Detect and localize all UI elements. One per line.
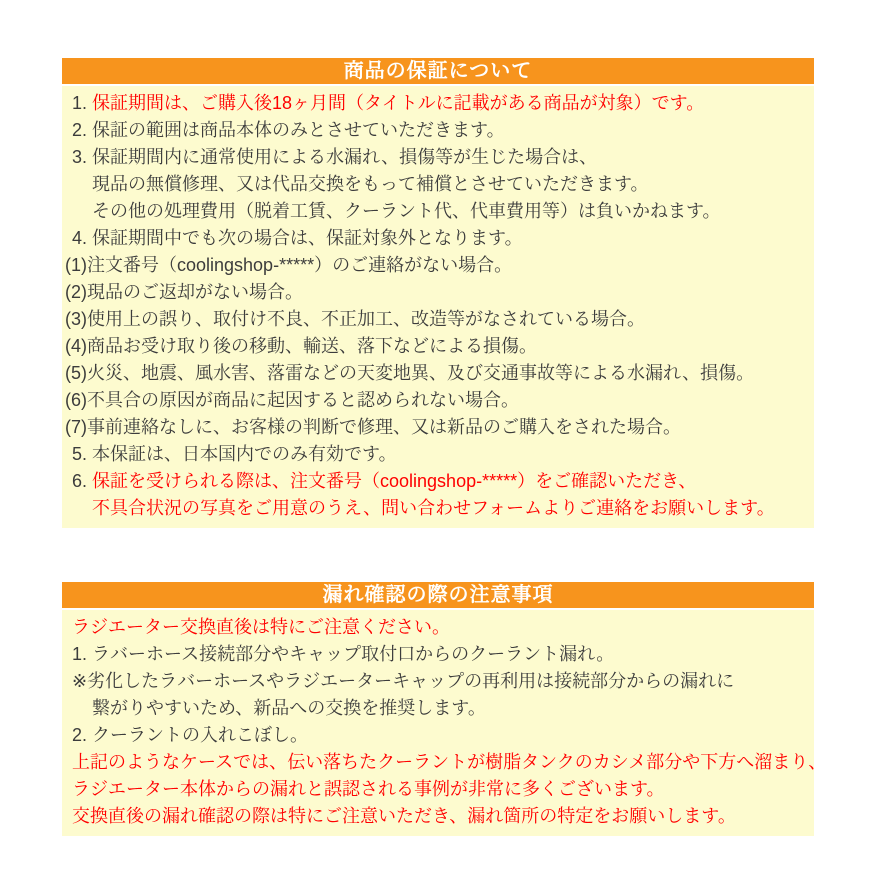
notice-line bbox=[62, 306, 814, 333]
notice-line bbox=[62, 387, 814, 414]
notice-line bbox=[62, 668, 814, 695]
warranty-notice-title: 商品の保証について bbox=[62, 58, 814, 84]
notice-line-segment: (7)事前連絡なしに、お客様の判断で修理、又は新品のご購入をされた場合。 bbox=[65, 417, 681, 437]
notice-line-segment: ラジエーター交換直後は特にご注意ください。 bbox=[72, 617, 450, 637]
notice-line bbox=[62, 171, 814, 198]
notice-line-segment: 交換直後の漏れ確認の際は特にご注意いただき、漏れ箇所の特定をお願いします。 bbox=[72, 806, 736, 826]
notice-line-segment: 1. ラバーホース接続部分やキャップ取付口からのクーラント漏れ。 bbox=[72, 644, 615, 664]
notice-line bbox=[62, 495, 814, 522]
notice-line bbox=[62, 333, 814, 360]
notice-line-segment: (4)商品お受け取り後の移動、輸送、落下などによる損傷。 bbox=[65, 336, 537, 356]
notice-line bbox=[62, 144, 814, 171]
notice-line-segment: ラジエーター本体からの漏れと誤認される事例が非常に多くございます。 bbox=[72, 779, 665, 799]
notice-line-segment: 繋がりやすいため、新品への交換を推奨します。 bbox=[92, 698, 486, 718]
notice-line bbox=[62, 279, 814, 306]
notice-line bbox=[62, 614, 814, 641]
notice-line-segment: 不具合状況の写真をご用意のうえ、問い合わせフォームよりご連絡をお願いします。 bbox=[92, 498, 775, 518]
notice-line bbox=[62, 468, 814, 495]
notice-line bbox=[62, 695, 814, 722]
notice-line-segment: (5)火災、地震、風水害、落雷などの天変地異、及び交通事故等による水漏れ、損傷。 bbox=[65, 363, 755, 383]
notice-line-segment: 2. クーラントの入れこぼし。 bbox=[72, 725, 309, 745]
notice-line-segment: (1)注文番号（coolingshop-*****）のご連絡がない場合。 bbox=[65, 255, 513, 275]
notice-line-segment: (3)使用上の誤り、取付け不良、不正加工、改造等がなされている場合。 bbox=[65, 309, 645, 329]
notice-line-segment: ※劣化したラバーホースやラジエーターキャップの再利用は接続部分からの漏れに bbox=[72, 671, 735, 691]
notice-line bbox=[62, 252, 814, 279]
notice-line bbox=[62, 225, 814, 252]
notice-line-segment: 保証期間は、ご購入後18ヶ月間（タイトルに記載がある商品が対象）です。 bbox=[92, 93, 705, 113]
notice-line-segment: 2. 保証の範囲は商品本体のみとさせていただきます。 bbox=[72, 120, 505, 140]
leak-check-notice-body bbox=[62, 610, 827, 836]
notice-line-segment: 3. 保証期間内に通常使用による水漏れ、損傷等が生じた場合は、 bbox=[72, 147, 598, 167]
notice-line-segment: 1. bbox=[72, 93, 93, 113]
notice-line bbox=[62, 360, 814, 387]
notice-line bbox=[62, 441, 814, 468]
notice-line-segment: 現品の無償修理、又は代品交換をもって補償とさせていただきます。 bbox=[92, 174, 649, 194]
notice-line-segment: 5. 本保証は、日本国内でのみ有効です。 bbox=[72, 444, 397, 464]
notice-line bbox=[62, 414, 814, 441]
notice-line bbox=[62, 198, 814, 225]
notice-line bbox=[62, 722, 814, 749]
leak-check-notice-title: 漏れ確認の際の注意事項 bbox=[62, 582, 814, 608]
notice-line-segment: (2)現品のご返却がない場合。 bbox=[65, 282, 303, 302]
warranty-notice-box bbox=[62, 58, 814, 528]
notice-line-segment: 保証を受けられる際は、注文番号（coolingshop-*****）をご確認いただき、 bbox=[92, 471, 697, 491]
notice-line-segment: その他の処理費用（脱着工賃、クーラント代、代車費用等）は負いかねます。 bbox=[92, 201, 721, 221]
notice-line-segment: (6)不具合の原因が商品に起因すると認められない場合。 bbox=[65, 390, 519, 410]
notice-line-segment: 上記のようなケースでは、伝い落ちたクーラントが樹脂タンクのカシメ部分や下方へ溜まり、 bbox=[72, 752, 827, 772]
notice-line bbox=[62, 641, 814, 668]
notice-line-segment: 6. bbox=[72, 471, 93, 491]
warranty-notice-body bbox=[62, 86, 814, 528]
notice-line bbox=[62, 803, 814, 830]
notice-line bbox=[62, 749, 827, 776]
notice-line bbox=[62, 90, 814, 117]
leak-check-notice-box bbox=[62, 582, 827, 836]
notice-line-segment: 4. 保証期間中でも次の場合は、保証対象外となります。 bbox=[72, 228, 523, 248]
notice-line bbox=[62, 117, 814, 144]
notice-line bbox=[62, 776, 814, 803]
